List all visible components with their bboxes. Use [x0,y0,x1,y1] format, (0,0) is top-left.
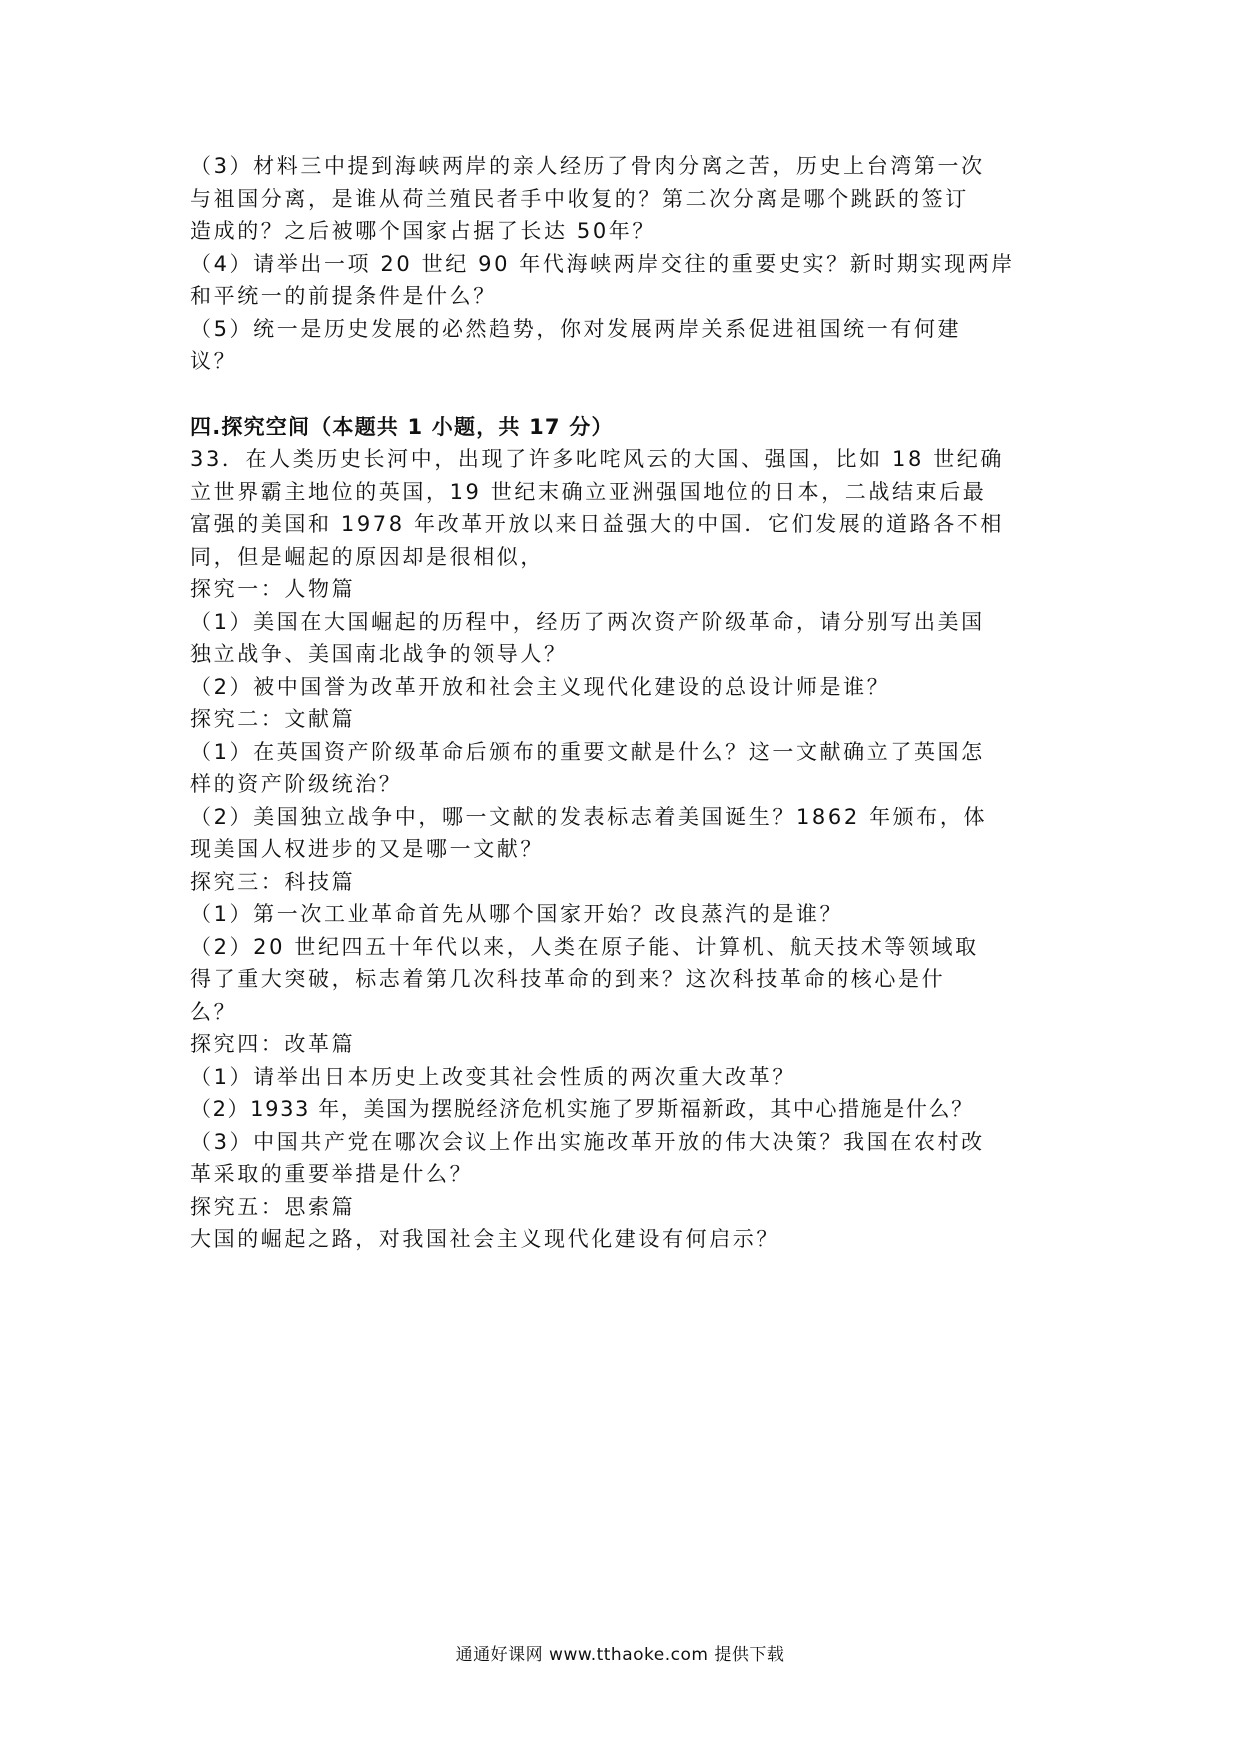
text-line: 大国的崛起之路，对我国社会主义现代化建设有何启示？ [190,1227,780,1251]
explore-part-1 [190,573,1060,703]
text-line: （5）统一是历史发展的必然趋势，你对发展两岸关系促进祖国统一有何建 [190,316,962,341]
part-title: 探究一：人物篇 [190,577,356,601]
text-line: 与祖国分离，是谁从荷兰殖民者手中收复的？第二次分离是哪个跳跃的签订 [190,186,969,211]
section-heading: 四.探究空间（本题共 1 小题，共 17 分） [190,414,614,439]
text-line: （1）在英国资产阶级革命后颁布的重要文献是什么？这一文献确立了英国怎 [190,739,985,764]
question-32-part-4 [190,248,1060,313]
text-line: （1）请举出日本历史上改变其社会性质的两次重大改革？ [190,1064,796,1089]
explore-part-5 [190,1191,1060,1256]
text-line: 造成的？之后被哪个国家占据了长达 50年？ [190,219,656,243]
text-line: 样的资产阶级统治？ [190,772,403,796]
text-line: 同，但是崛起的原因却是很相似， [190,544,544,569]
text-line: 议？ [190,349,238,373]
part-title: 探究二：文献篇 [190,707,356,731]
explore-part-4 [190,1028,1060,1191]
text-line: 立世界霸主地位的英国，19 世纪末确立亚洲强国地位的日本，二战结束后最 [190,479,987,504]
question-32-part-5 [190,313,1060,378]
text-line: 33．在人类历史长河中，出现了许多叱咤风云的大国、强国，比如 18 世纪确 [190,447,1004,471]
text-line: 富强的美国和 1978 年改革开放以来日益强大的中国．它们发展的道路各不相 [190,512,1004,536]
text-line: （1）第一次工业革命首先从哪个国家开始？改良蒸汽的是谁？ [190,902,844,926]
text-line: 现美国人权进步的又是哪一文献？ [190,837,544,861]
question-33-intro [190,443,1060,573]
page-footer: 通通好课网 www.tthaoke.com 提供下载 [455,1645,785,1665]
question-32-part-3 [190,150,1060,248]
text-line: （2）被中国誉为改革开放和社会主义现代化建设的总设计师是谁？ [190,674,891,699]
text-line: （2）美国独立战争中，哪一文献的发表标志着美国诞生？1862 年颁布，体 [190,804,988,829]
text-line: 革采取的重要举措是什么？ [190,1162,474,1186]
explore-part-3 [190,866,1060,1029]
page-content [190,150,1060,1256]
part-title: 探究三：科技篇 [190,869,356,894]
text-line: （3）材料三中提到海峡两岸的亲人经历了骨肉分离之苦，历史上台湾第一次 [190,154,985,178]
text-line: （4）请举出一项 20 世纪 90 年代海峡两岸交往的重要史实？新时期实现两岸 [190,251,1015,276]
text-line: （3）中国共产党在哪次会议上作出实施改革开放的伟大决策？我国在农村改 [190,1129,985,1154]
text-line: 得了重大突破，标志着第几次科技革命的到来？这次科技革命的核心是什 [190,967,946,991]
part-title: 探究五：思索篇 [190,1194,356,1219]
text-line: （2）1933 年，美国为摆脱经济危机实施了罗斯福新政，其中心措施是什么？ [190,1097,974,1121]
text-line: 么？ [190,999,238,1024]
part-title: 探究四：改革篇 [190,1032,356,1056]
text-line: 独立战争、美国南北战争的领导人？ [190,642,568,666]
text-line: （1）美国在大国崛起的历程中，经历了两次资产阶级革命，请分别写出美国 [190,609,985,634]
text-line: （2）20 世纪四五十年代以来，人类在原子能、计算机、航天技术等领域取 [190,934,979,959]
spacer [190,378,1060,411]
text-line: 和平统一的前提条件是什么？ [190,284,497,308]
explore-part-2 [190,703,1060,866]
